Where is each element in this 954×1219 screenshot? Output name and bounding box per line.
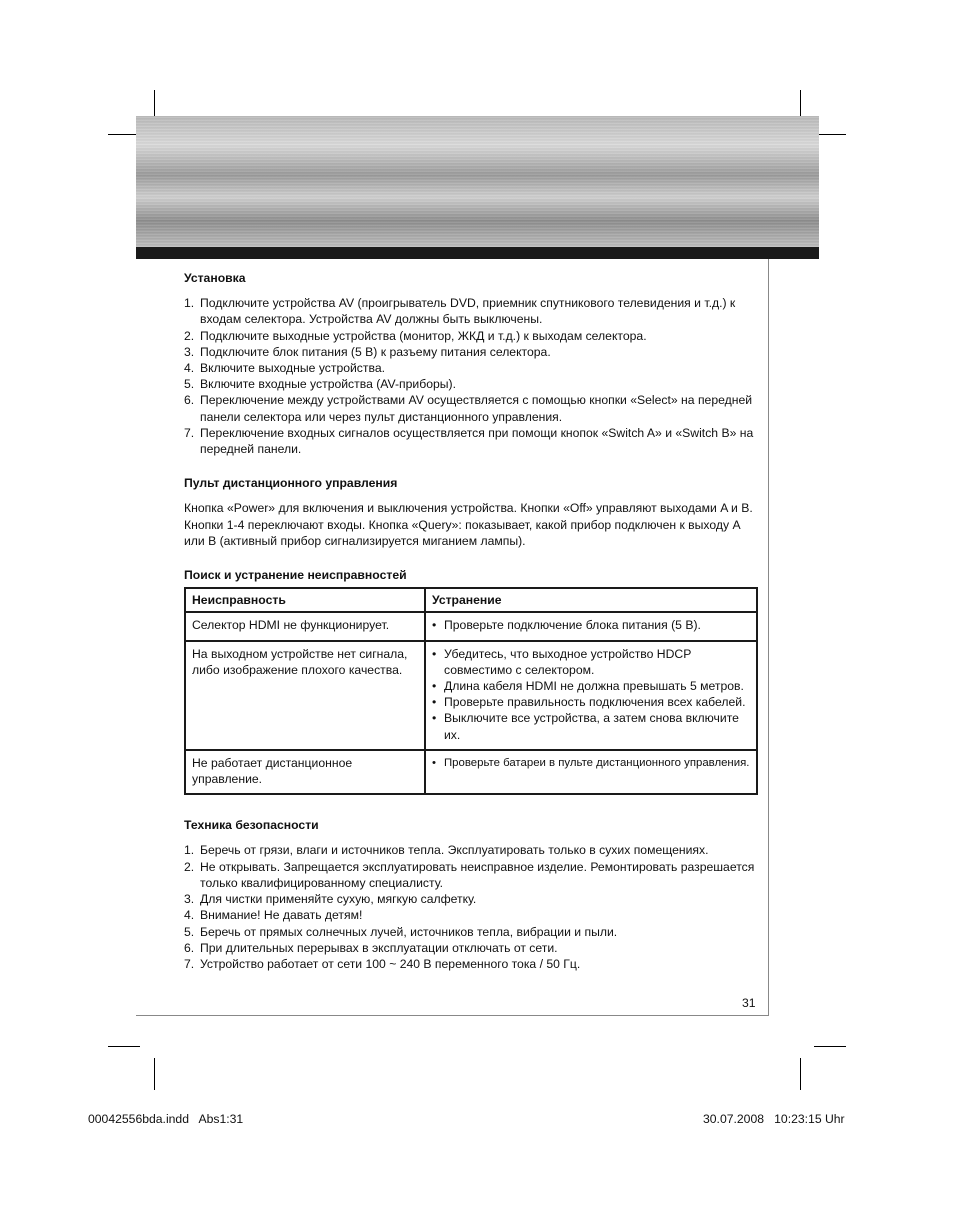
- page-right-rule: [768, 259, 769, 1015]
- solution-item: • Проверьте правильность подключения всех кабелей.: [432, 694, 750, 710]
- header-problem: Неисправность: [185, 588, 425, 612]
- header-brushed-metal-band: [136, 116, 819, 247]
- solution-cell: [425, 612, 757, 640]
- page-bottom-rule: [136, 1015, 769, 1016]
- solution-cell: [425, 641, 757, 750]
- solution-item: • Проверьте батареи в пульте дистанционного управления.: [432, 755, 750, 771]
- installation-item: 6. Переключение между устройствами AV осуществляется с помощью кнопки «Select» на передней панели селектора или через пульт дистанционного управления.: [184, 393, 753, 424]
- installation-item: 3. Подключите блок питания (5 В) к разъему питания селектора.: [184, 344, 551, 359]
- table-row: [185, 750, 757, 794]
- problem-cell: Селектор HDMI не функционирует.: [185, 612, 425, 640]
- crop-mark-bottom-right-horizontal: [814, 1046, 846, 1047]
- installation-list: [184, 295, 760, 457]
- remote-title: Пульт дистанционного управления: [184, 476, 398, 491]
- solution-item: • Убедитесь, что выходное устройство HDCP совместимо с селектором.: [432, 646, 750, 678]
- print-slug-file: 00042556bda.indd Abs1:31: [88, 1112, 244, 1126]
- troubleshooting-title: Поиск и устранение неисправностей: [184, 568, 407, 583]
- safety-item: 6. При длительных перерывах в эксплуатации отключать от сети.: [184, 940, 558, 955]
- crop-mark-bottom-left-horizontal: [108, 1046, 140, 1047]
- remote-description: Кнопка «Power» для включения и выключения устройства. Кнопки «Off» управляют выходами A и B. Кнопки 1-4 переключают входы. Кнопка «Query»: показывает, какой прибор подключен к выходу A или B (активный прибор сигнализируется миганием лампы).: [184, 501, 753, 548]
- crop-mark-bottom-left-vertical: [154, 1058, 155, 1090]
- safety-item: 7. Устройство работает от сети 100 ~ 240 В переменного тока / 50 Гц.: [184, 956, 581, 971]
- installation-item: 5. Включите входные устройства (AV-приборы).: [184, 377, 456, 392]
- solution-cell: [425, 750, 757, 794]
- problem-cell: На выходном устройстве нет сигнала, либо изображение плохого качества.: [185, 641, 425, 750]
- installation-title: Установка: [184, 271, 246, 285]
- safety-item: 3. Для чистки применяйте сухую, мягкую салфетку.: [184, 892, 477, 907]
- troubleshooting-table: [184, 587, 758, 795]
- safety-title: Техника безопасности: [184, 818, 319, 833]
- table-row: [185, 641, 757, 750]
- print-slug-date: 30.07.2008 10:23:15 Uhr: [703, 1112, 845, 1126]
- safety-item: 2. Не открывать. Запрещается эксплуатировать неисправное изделие. Ремонтировать разрешается только квалифицированному специалисту.: [184, 859, 755, 890]
- solution-item: • Длина кабеля HDMI не должна превышать 5 метров.: [432, 678, 750, 694]
- installation-item: 1. Подключите устройства AV (проигрыватель DVD, приемник спутникового телевидения и т.д.) к входам селектора. Устройства AV должны быть выключены.: [184, 296, 736, 327]
- installation-item: 7. Переключение входных сигналов осуществляется при помощи кнопок «Switch A» и «Switch B» на передней панели.: [184, 425, 754, 457]
- installation-item: 2. Подключите выходные устройства (монитор, ЖКД и т.д.) к выходам селектора.: [184, 328, 647, 343]
- crop-mark-bottom-right-vertical: [800, 1058, 801, 1090]
- safety-list: [184, 842, 760, 972]
- problem-cell: Не работает дистанционное управление.: [185, 750, 425, 794]
- table-header-row: [185, 588, 757, 612]
- safety-item: 4. Внимание! Не давать детям!: [184, 908, 363, 923]
- safety-item: 5. Беречь от прямых солнечных лучей, источников тепла, вибрации и пыли.: [184, 924, 618, 939]
- safety-item: 1. Беречь от грязи, влаги и источников тепла. Эксплуатировать только в сухих помещениях.: [184, 843, 709, 858]
- solution-item: • Проверьте подключение блока питания (5 В).: [432, 617, 750, 633]
- header-black-bar: [136, 247, 819, 259]
- table-row: [185, 612, 757, 640]
- solution-item: • Выключите все устройства, а затем снова включите их.: [432, 710, 750, 742]
- page-content: [184, 270, 760, 972]
- installation-item: 4. Включите выходные устройства.: [184, 361, 385, 376]
- page-number: 31: [742, 996, 756, 1010]
- header-solution: Устранение: [425, 588, 757, 612]
